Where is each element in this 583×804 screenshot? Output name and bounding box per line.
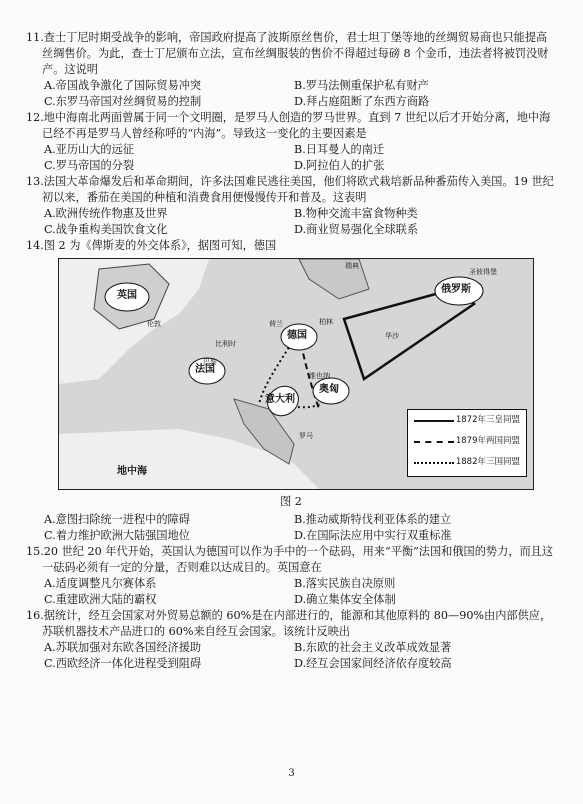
answer-options (26, 576, 556, 608)
legend-row-three-emperors (408, 410, 526, 431)
answer-option: B.罗马法侧重保护私有财产 (294, 79, 429, 93)
answer-options (26, 142, 556, 174)
figure-caption: 图 2 (280, 495, 302, 509)
question-stem: 13.法国大革命爆发后和革命期间，许多法国难民逃往美国，他们将欧式栽培新品种番茄传入美国。19 世纪初以来，番茄在美国的种植和消费食用便慢慢传开和普及。这表明 (26, 175, 554, 205)
answer-option: C.东罗马帝国对丝绸贸易的控制 (44, 95, 202, 109)
answer-option: C.重建欧洲大陆的霸权 (44, 593, 157, 607)
page-number: 3 (288, 768, 295, 779)
answer-option: A.帝国战争激化了国际贸易冲突 (44, 79, 202, 93)
map-label-paris: 巴黎 (203, 358, 217, 367)
answer-option: A.亚历山大的远征 (44, 143, 134, 157)
map-label-stpetersburg: 圣彼得堡 (469, 268, 497, 277)
question-stem: 11.查士丁尼时期受战争的影响，帝国政府提高了波斯原丝售价，君士坦丁堡等地的丝绸贸易商也只能提高丝绸售价。为此，查士丁尼颁布立法，宣布丝绸服装的售价不得超过每磅 8 个金币，违法者将被罚没财产。这说明 (26, 31, 549, 77)
question-list-continued (26, 512, 556, 672)
question-block (26, 110, 556, 174)
map-label-britain: 英国 (117, 290, 137, 302)
map-label-netherlands: 荷兰 (269, 320, 283, 329)
answer-option: B.推动威斯特伐利亚体系的建立 (294, 513, 452, 527)
map-label-london: 伦敦 (147, 320, 161, 329)
question-stem: 14.图 2 为《俾斯麦的外交体系》，据图可知，德国 (26, 239, 277, 253)
map-label-france: 法国 (195, 364, 215, 376)
map-label-austria-hungary: 奥匈 (319, 384, 339, 396)
map-label-warsaw: 华沙 (385, 332, 399, 341)
map-label-germany: 德国 (287, 330, 307, 342)
map-legend (407, 409, 527, 477)
map-label-rome: 罗马 (299, 432, 313, 441)
answer-options (26, 640, 556, 672)
map-label-mediterranean: 地中海 (117, 466, 147, 478)
question-block (26, 30, 556, 110)
answer-option: D.经互会国家间经济依存度较高 (294, 657, 452, 671)
answer-option: C.西欧经济一体化进程受到阻碍 (44, 657, 202, 671)
map-label-berlin: 柏林 (319, 318, 333, 327)
map-label-belgium: 比利时 (215, 340, 236, 349)
exam-page (26, 30, 556, 672)
question-list (26, 30, 556, 254)
answer-option: A.苏联加强对东欧各国经济援助 (44, 641, 202, 655)
answer-option: C.着力维护欧洲大陆强国地位 (44, 529, 190, 543)
answer-option: A.适度调整凡尔赛体系 (44, 577, 157, 591)
map-label-italy: 意大利 (265, 394, 295, 406)
map-label-sweden: 瑞典 (345, 262, 359, 271)
answer-option: D.阿拉伯人的扩张 (294, 159, 385, 173)
answer-options (26, 512, 556, 544)
legend-label: 1882年三国同盟 (455, 457, 520, 468)
bismarck-alliance-map (58, 258, 534, 490)
map-label-russia: 俄罗斯 (441, 284, 471, 296)
legend-label: 1872年三皇同盟 (455, 415, 520, 426)
answer-option: B.日耳曼人的南迁 (294, 143, 385, 157)
answer-option: B.东欧的社会主义改革成效显著 (294, 641, 452, 655)
question-block (26, 608, 556, 672)
answer-option: D.在国际法应用中实行双重标准 (294, 529, 452, 543)
question-block (26, 174, 556, 238)
answer-option: D.拜占庭阻断了东西方商路 (294, 95, 430, 109)
question-stem: 15.20 世纪 20 年代开始，英国认为德国可以作为手中的一个砝码，用来“平衡”法国和俄国的势力，而且这一砝码必须有一定的分量，否则难以达成目的。英国意在 (26, 545, 554, 575)
map-label-vienna: 维也纳 (309, 372, 330, 381)
answer-option: A.意图扫除统一进程中的障碍 (44, 513, 190, 527)
answer-option: C.罗马帝国的分裂 (44, 159, 135, 173)
answer-option: B.落实民族自决原则 (294, 577, 396, 591)
question-block (26, 544, 556, 608)
answer-option: A.欧洲传统作物惠及世界 (44, 207, 168, 221)
question-block (26, 512, 556, 544)
answer-option: D.确立集体安全体制 (294, 593, 396, 607)
answer-option: C.战争重构美国饮食文化 (44, 223, 168, 237)
question-stem: 16.据统计，经互会国家对外贸易总额的 60%是在内部进行的，能源和其他原料的 80—90%由内部供应，苏联机器技术产品进口的 60%来自经互会国家。该统计反映出 (26, 609, 552, 639)
answer-option: D.商业贸易强化全球联系 (294, 223, 419, 237)
legend-label: 1879年两国同盟 (455, 436, 520, 447)
question-block (26, 238, 556, 254)
answer-option: B.物种交流丰富食物种类 (294, 207, 418, 221)
question-stem: 12.地中海南北两面曾属于同一个文明圈，是罗马人创造的罗马世界。直到 7 世纪以后才开始分离，地中海已经不再是罗马人曾经称呼的“内海”。导致这一变化的主要因素是 (26, 111, 551, 141)
legend-row-dual-alliance (408, 431, 526, 452)
legend-row-triple-alliance (408, 452, 526, 473)
answer-options (26, 206, 556, 238)
answer-options (26, 78, 556, 110)
